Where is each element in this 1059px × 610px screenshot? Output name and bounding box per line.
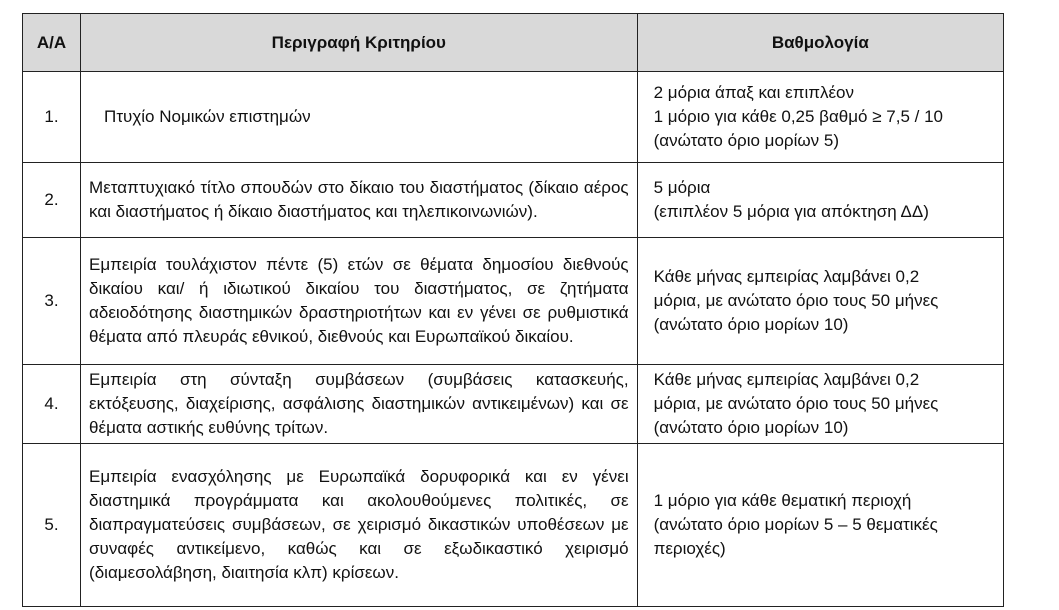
- table-row: [23, 72, 1004, 163]
- score-line: 2 μόρια άπαξ και επιπλέον: [653, 83, 854, 102]
- score-line: μόρια, με ανώτατο όριο τους 50 μήνες: [653, 394, 939, 413]
- score-line: περιοχές): [653, 539, 726, 558]
- table-row: [23, 238, 1004, 365]
- score-line: 1 μόριο για κάθε 0,25 βαθμό ≥ 7,5 / 10: [653, 107, 943, 126]
- table-row: [23, 444, 1004, 607]
- row-description: Εμπειρία στη σύνταξη συμβάσεων (συμβάσεις κατασκευής, εκτόξευσης, διαχείρισης, ασφάλισης διαστημικών αντικειμένων) και σε θέματα αστικής ευθύνης τρίτων.: [81, 365, 638, 444]
- row-description: Εμπειρία ενασχόλησης με Ευρωπαϊκά δορυφορικά και εν γένει διαστημικά προγράμματα και ακολουθούμενες πολιτικές, σε διαπραγματεύσεις συμβάσεων, σε χειρισμό δικαστικών υποθέσεων με συναφές αντικείμενο, καθώς και σε εξωδικαστικό χειρισμό (διαμεσολάβηση, διαιτησία κλπ) κρίσεων.: [81, 444, 638, 607]
- row-score: [637, 238, 1003, 365]
- score-line: 5 μόρια: [653, 178, 711, 197]
- table-row: [23, 163, 1004, 238]
- row-description: Μεταπτυχιακό τίτλο σπουδών στο δίκαιο του διαστήματος (δίκαιο αέρος και διαστήματος ή δίκαιο διαστήματος και τηλεπικοινωνιών).: [81, 163, 638, 238]
- row-description: Εμπειρία τουλάχιστον πέντε (5) ετών σε θέματα δημοσίου διεθνούς δικαίου και/ ή ιδιωτικού δικαίου του διαστήματος, σε ζητήματα αδειοδότησης διαστημικών δραστηριοτήτων και εν γένει σε ρυθμιστικά θέματα από πλευράς εθνικού, διεθνούς και Ευρωπαϊκού δικαίου.: [81, 238, 638, 365]
- score-line: μόρια, με ανώτατο όριο τους 50 μήνες: [653, 291, 939, 310]
- row-number: 3.: [23, 238, 81, 365]
- score-line: (ανώτατο όριο μορίων 10): [653, 315, 849, 334]
- row-score: [637, 444, 1003, 607]
- row-number: 4.: [23, 365, 81, 444]
- score-line: Κάθε μήνας εμπειρίας λαμβάνει 0,2: [653, 267, 920, 286]
- row-description: Πτυχίο Νομικών επιστημών: [81, 72, 638, 163]
- row-number: 1.: [23, 72, 81, 163]
- score-line: Κάθε μήνας εμπειρίας λαμβάνει 0,2: [653, 370, 920, 389]
- row-score: [637, 365, 1003, 444]
- row-number: 5.: [23, 444, 81, 607]
- score-line: (ανώτατο όριο μορίων 5): [653, 131, 839, 150]
- header-score: Βαθμολογία: [637, 14, 1003, 72]
- header-row: [23, 14, 1004, 72]
- score-line: (ανώτατο όριο μορίων 5 – 5 θεματικές: [653, 515, 938, 534]
- header-aa: Α/Α: [23, 14, 81, 72]
- criteria-table: [22, 13, 1004, 607]
- table-row: [23, 365, 1004, 444]
- row-number: 2.: [23, 163, 81, 238]
- row-score: [637, 163, 1003, 238]
- score-line: 1 μόριο για κάθε θεματική περιοχή: [653, 491, 912, 510]
- header-description: Περιγραφή Κριτηρίου: [81, 14, 638, 72]
- row-score: [637, 72, 1003, 163]
- score-line: (ανώτατο όριο μορίων 10): [653, 418, 849, 437]
- score-line: (επιπλέον 5 μόρια για απόκτηση ΔΔ): [653, 202, 929, 221]
